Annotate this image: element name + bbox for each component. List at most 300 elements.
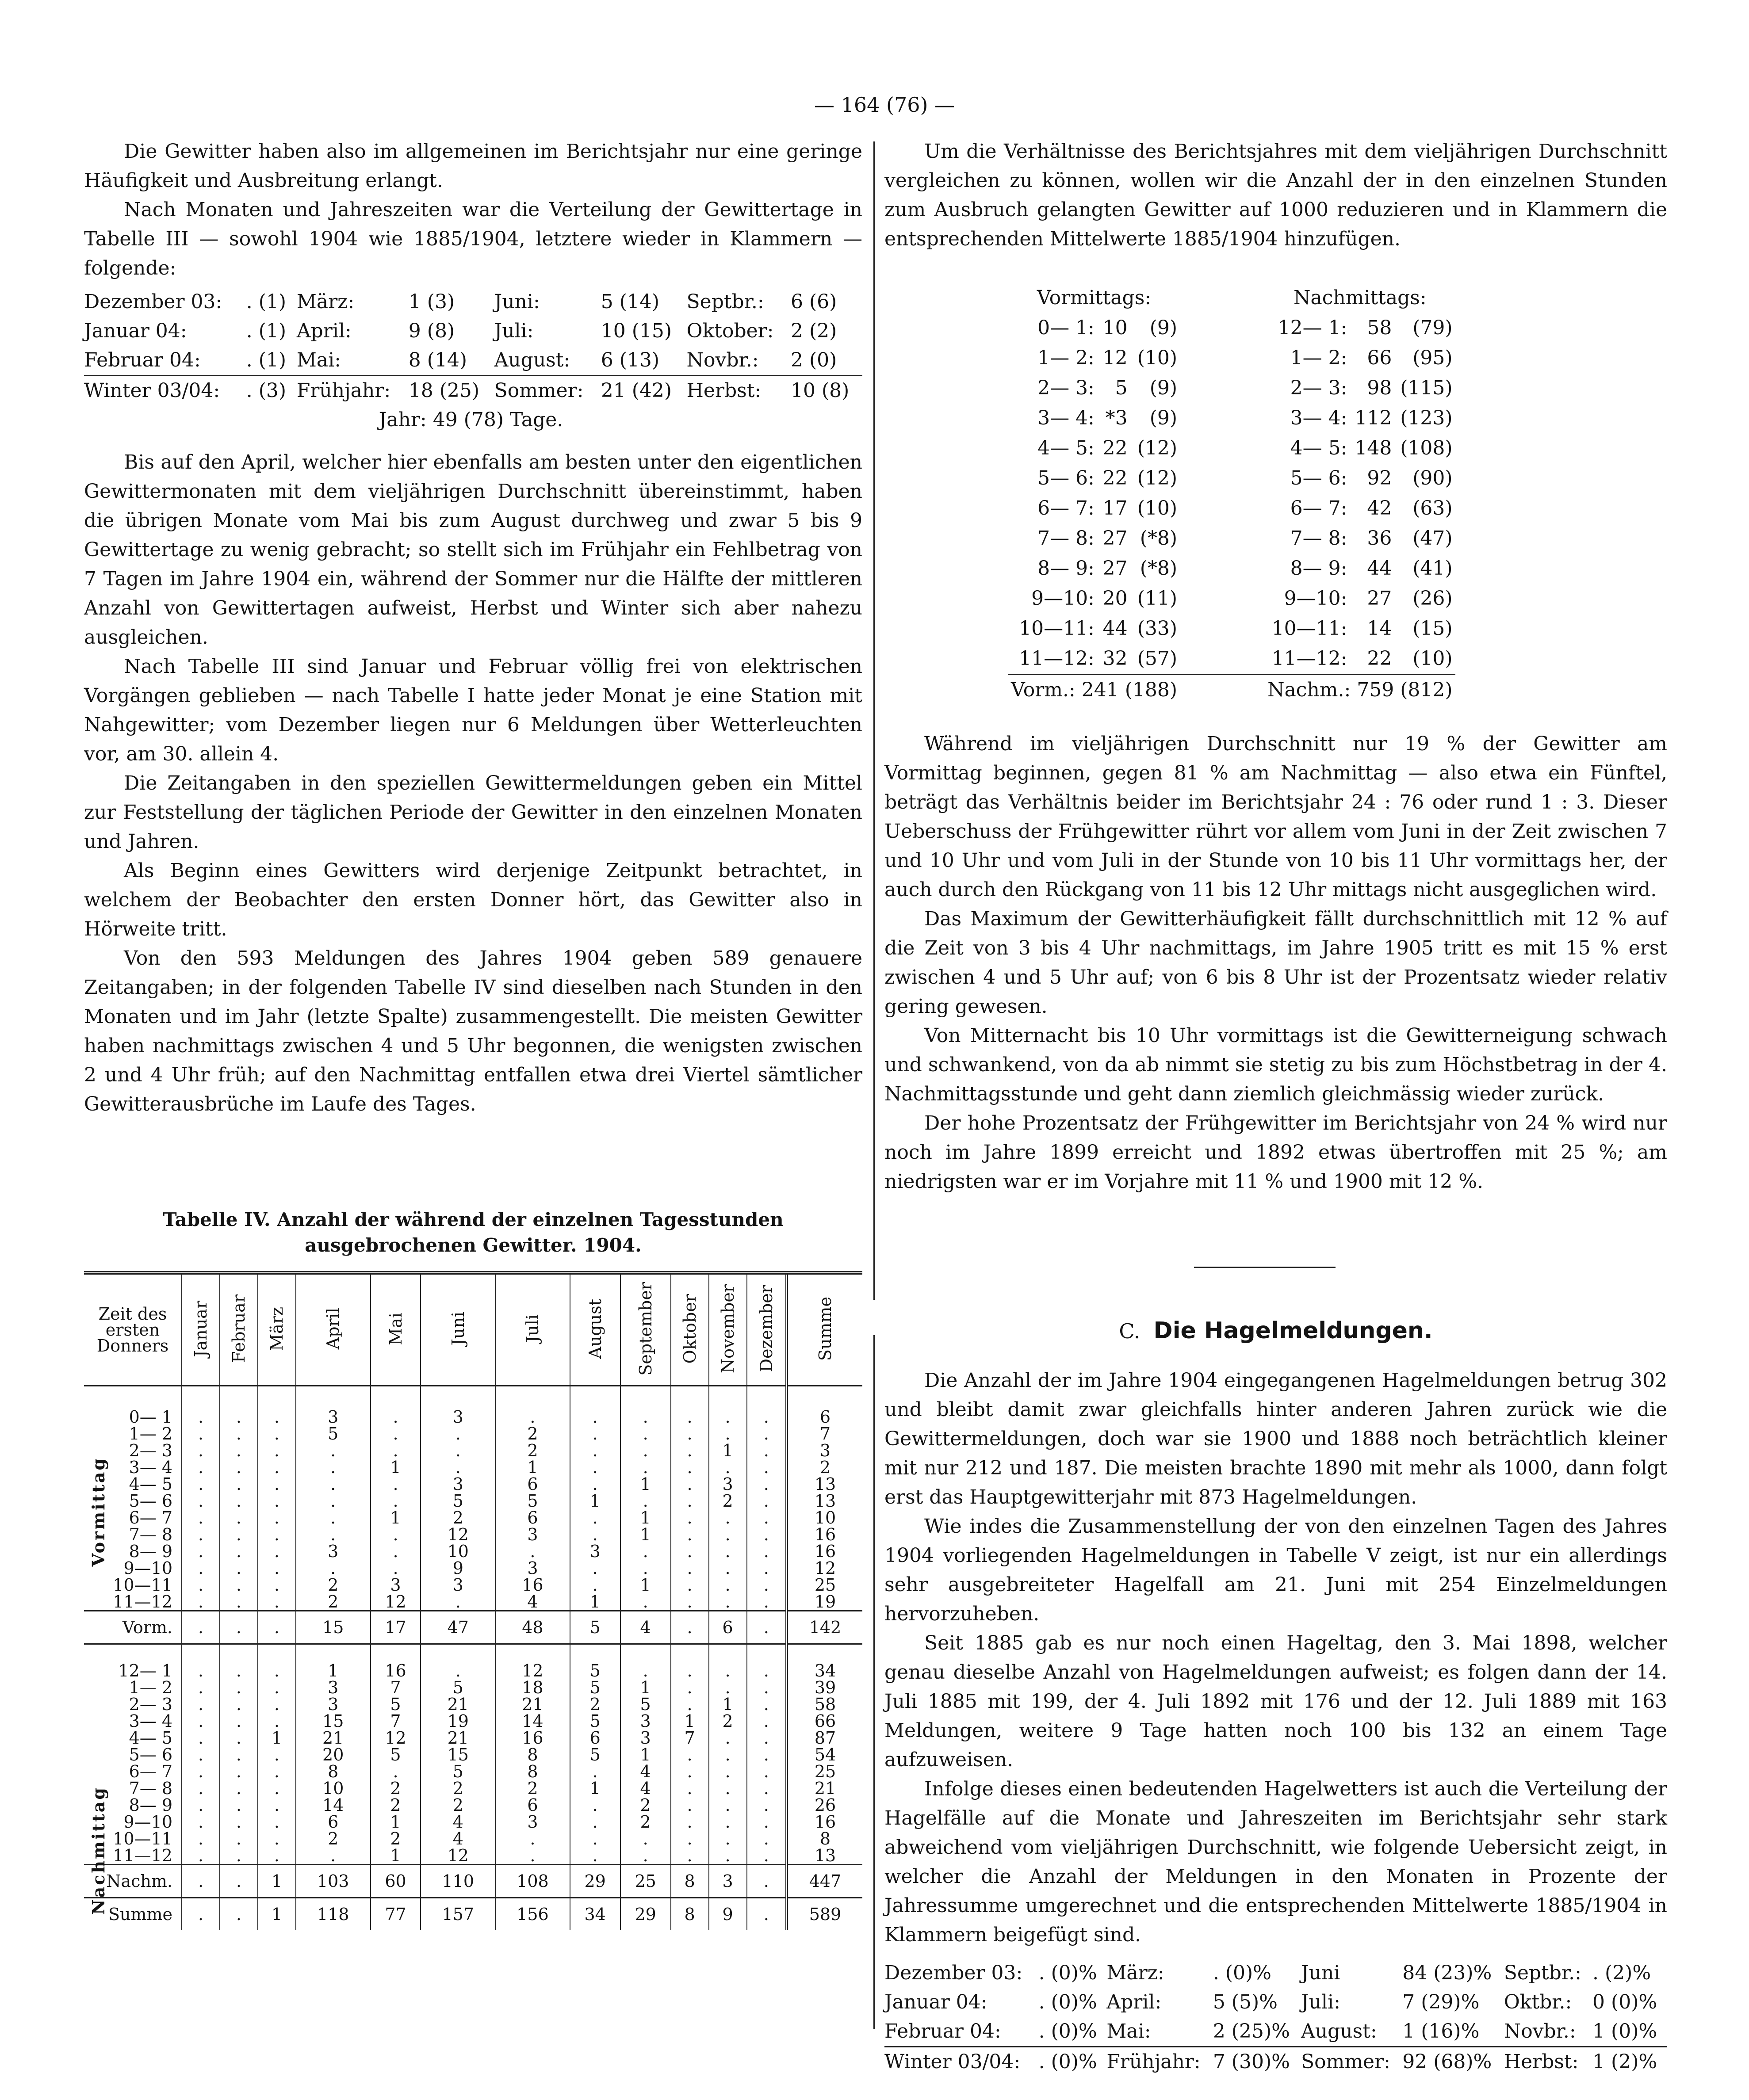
table-cell: 34 bbox=[570, 1898, 620, 1931]
table-cell: 3 bbox=[709, 1476, 747, 1493]
table-cell: 1 bbox=[620, 1679, 671, 1696]
table-cell: 2 (0) bbox=[791, 349, 837, 371]
table-row bbox=[84, 1780, 862, 1797]
month-header bbox=[620, 1273, 671, 1386]
table-cell: . bbox=[709, 1543, 747, 1560]
table-cell: 8— 9: bbox=[1290, 557, 1347, 580]
group-label-nachmittag: Nachmittag bbox=[88, 1786, 108, 1915]
table-cell: 6 bbox=[495, 1476, 570, 1493]
table-cell: (10) bbox=[1412, 647, 1453, 670]
hour-row bbox=[1008, 403, 1455, 433]
table-cell: . bbox=[747, 1830, 787, 1847]
table-cell: 16 bbox=[787, 1526, 862, 1543]
table-cell: . bbox=[258, 1560, 296, 1577]
table-cell: 3— 4 bbox=[129, 1458, 172, 1477]
table-cell: . bbox=[747, 1560, 787, 1577]
table-row bbox=[84, 1386, 862, 1426]
paragraph: Seit 1885 gab es nur noch einen Hageltag, den 3. Mai 1898, welcher genau dieselbe Anzahl von Hagelmeldungen aufweist; es folgen dann der 14. Juli 1885 mit 199, der 4. Juli 1892 mit 176 und der 12. Juli 1889 mit 163 Meldungen, weitere 9 Tage hatten noch 100 bis 132 an einem Tage aufzuweisen. bbox=[884, 1632, 1667, 1771]
table-cell: 6 bbox=[296, 1814, 371, 1830]
month-header-label: Dezember bbox=[756, 1285, 776, 1372]
table-cell: . bbox=[258, 1593, 296, 1611]
table-cell: 25 bbox=[620, 1865, 671, 1898]
table-cell: . bbox=[709, 1425, 747, 1442]
table-cell: 2— 3 bbox=[129, 1441, 172, 1460]
table-cell: . bbox=[258, 1476, 296, 1493]
table-cell: 6— 7: bbox=[1037, 497, 1095, 519]
table-cell: . bbox=[371, 1425, 421, 1442]
table-cell: . bbox=[570, 1386, 620, 1426]
table-cell: . bbox=[258, 1611, 296, 1644]
table-cell: April: bbox=[1106, 1991, 1162, 2013]
table-cell: . bbox=[570, 1763, 620, 1780]
table-cell: 7 (30)% bbox=[1213, 2050, 1290, 2073]
table-cell: 87 bbox=[787, 1730, 862, 1746]
table-row bbox=[84, 1814, 862, 1830]
table-cell: . bbox=[495, 1386, 570, 1426]
table-cell: 5 bbox=[570, 1746, 620, 1763]
table-cell: 20 bbox=[1102, 587, 1128, 610]
table-row bbox=[84, 1847, 862, 1865]
table-cell: 44 bbox=[1367, 557, 1392, 580]
table-cell: . bbox=[709, 1644, 747, 1680]
hagel-row bbox=[884, 1988, 1667, 2017]
table-cell: 26 bbox=[787, 1797, 862, 1814]
month-header bbox=[421, 1273, 495, 1386]
table-iv bbox=[84, 1271, 862, 1930]
month-header bbox=[747, 1273, 787, 1386]
table-cell: . (0)% bbox=[1038, 1991, 1097, 2013]
table-cell: . bbox=[182, 1593, 220, 1611]
table-cell: . bbox=[182, 1730, 220, 1746]
table-cell: April: bbox=[296, 320, 352, 342]
table-cell: 39 bbox=[787, 1679, 862, 1696]
table-cell: 5 bbox=[570, 1679, 620, 1696]
table-cell: 103 bbox=[296, 1865, 371, 1898]
table-cell: . bbox=[220, 1713, 258, 1730]
table-cell: 3 bbox=[495, 1526, 570, 1543]
table-row bbox=[84, 1493, 862, 1509]
table-cell: 19 bbox=[787, 1593, 862, 1611]
table-cell: 7 bbox=[371, 1679, 421, 1696]
table-cell: . bbox=[709, 1509, 747, 1526]
table-cell: . bbox=[671, 1830, 709, 1847]
section-rule bbox=[1194, 1267, 1336, 1268]
table-cell: . bbox=[671, 1679, 709, 1696]
table-cell: . bbox=[747, 1577, 787, 1593]
table-cell: . bbox=[220, 1696, 258, 1713]
time-header: Zeit des ersten Donners bbox=[96, 1304, 169, 1355]
table-cell: . bbox=[421, 1459, 495, 1476]
hagel-season-row bbox=[884, 2047, 1667, 2077]
table-cell: (9) bbox=[1149, 317, 1178, 339]
table-cell: 1— 2: bbox=[1037, 347, 1095, 369]
table-cell: Juni: bbox=[494, 290, 540, 313]
table-cell: . bbox=[747, 1730, 787, 1746]
vorm-header: Vormittags: bbox=[1037, 286, 1152, 309]
table-cell: 5 bbox=[371, 1746, 421, 1763]
column-divider bbox=[873, 141, 875, 1300]
month-header-label: Summe bbox=[815, 1296, 835, 1361]
table-cell: 11—12 bbox=[113, 1846, 172, 1865]
table-cell: (90) bbox=[1412, 467, 1453, 489]
hour-row bbox=[1008, 523, 1455, 554]
paragraph: Die Gewitter haben also im allgemeinen im Berichtsjahr nur eine geringe Häufigkeit und Ausbreitung erlangt. bbox=[84, 140, 862, 192]
table-cell: 10 bbox=[787, 1509, 862, 1526]
table-row bbox=[84, 1713, 862, 1730]
table-cell: . bbox=[709, 1679, 747, 1696]
table-cell: 10 (15) bbox=[601, 320, 672, 342]
table-cell: 8 bbox=[671, 1898, 709, 1931]
table-cell: . bbox=[570, 1476, 620, 1493]
table-cell: . (1) bbox=[246, 320, 287, 342]
table-cell: . (0)% bbox=[1038, 2050, 1097, 2073]
table-cell: 8— 9: bbox=[1037, 557, 1095, 580]
table-cell: 16 bbox=[371, 1644, 421, 1680]
table-cell: 142 bbox=[787, 1611, 862, 1644]
table-cell: 1 bbox=[620, 1577, 671, 1593]
table-cell: . bbox=[620, 1442, 671, 1459]
table-cell: 1 bbox=[620, 1476, 671, 1493]
table-cell: 16 bbox=[495, 1577, 570, 1593]
table-row bbox=[84, 1425, 862, 1442]
month-header bbox=[495, 1273, 570, 1386]
table-row bbox=[84, 1577, 862, 1593]
table-cell: 1 bbox=[709, 1696, 747, 1713]
table-cell: 6 bbox=[570, 1730, 620, 1746]
nachm-header: Nachmittags: bbox=[1293, 286, 1427, 309]
table-cell: . bbox=[371, 1526, 421, 1543]
table-cell: . bbox=[671, 1763, 709, 1780]
table-cell: 58 bbox=[1367, 317, 1392, 339]
table-cell: . bbox=[182, 1425, 220, 1442]
table-cell: (95) bbox=[1412, 347, 1453, 369]
table-cell: Oktbr.: bbox=[1504, 1991, 1572, 2013]
table-cell: 4 bbox=[421, 1830, 495, 1847]
table-cell: 10 bbox=[1102, 317, 1128, 339]
table-cell: Novbr.: bbox=[1504, 2020, 1576, 2043]
table-cell: 2 (25)% bbox=[1213, 2020, 1290, 2043]
table-cell: Mai: bbox=[296, 349, 341, 371]
table-cell: 1 bbox=[371, 1509, 421, 1526]
table-cell: 1 bbox=[570, 1593, 620, 1611]
table-cell: 17 bbox=[1102, 497, 1128, 519]
table-cell: 66 bbox=[787, 1713, 862, 1730]
table-cell: . bbox=[220, 1611, 258, 1644]
table-cell: (79) bbox=[1412, 317, 1453, 339]
table-cell: 21 bbox=[421, 1730, 495, 1746]
table-row bbox=[84, 1797, 862, 1814]
table-cell: . bbox=[296, 1442, 371, 1459]
month-header-label: Juni bbox=[448, 1312, 468, 1346]
table-cell: . bbox=[709, 1847, 747, 1865]
table-cell: August: bbox=[1301, 2020, 1377, 2043]
month-header-label: August bbox=[585, 1298, 605, 1359]
table-cell: 2— 3: bbox=[1290, 377, 1347, 399]
table-cell: 5 (14) bbox=[601, 290, 660, 313]
table-cell: . bbox=[421, 1442, 495, 1459]
table-cell: . bbox=[220, 1847, 258, 1865]
table-cell: 1 bbox=[258, 1730, 296, 1746]
table-cell: 48 bbox=[495, 1611, 570, 1644]
table-cell: . bbox=[220, 1763, 258, 1780]
table-cell: 6 bbox=[787, 1386, 862, 1426]
table-cell: . bbox=[709, 1763, 747, 1780]
table-cell: . (3) bbox=[246, 379, 287, 402]
table-cell: 2 bbox=[371, 1780, 421, 1797]
table-cell: Juli: bbox=[494, 320, 534, 342]
table-cell: . bbox=[620, 1425, 671, 1442]
month-header bbox=[371, 1273, 421, 1386]
table-cell: 148 bbox=[1355, 437, 1392, 459]
table-cell: 60 bbox=[371, 1865, 421, 1898]
table-cell: . bbox=[296, 1560, 371, 1577]
table-cell: 1 bbox=[570, 1493, 620, 1509]
table-cell: 12 bbox=[371, 1730, 421, 1746]
table-cell: 108 bbox=[495, 1865, 570, 1898]
table-cell: . bbox=[747, 1898, 787, 1931]
table-cell: . bbox=[182, 1577, 220, 1593]
paragraph: Die Zeitangaben in den speziellen Gewittermeldungen geben ein Mittel zur Feststellung der täglichen Periode der Gewitter in den einzelnen Monaten und Jahren. bbox=[84, 772, 862, 853]
table-cell: Juni bbox=[1301, 1962, 1340, 1984]
table-cell: . bbox=[220, 1476, 258, 1493]
table-cell: . bbox=[220, 1865, 258, 1898]
table-cell: Septbr.: bbox=[1504, 1962, 1581, 1984]
table-cell: 15 bbox=[296, 1611, 371, 1644]
table-cell: . bbox=[709, 1459, 747, 1476]
hour-row bbox=[1008, 343, 1455, 373]
table-cell: Januar 04: bbox=[84, 320, 187, 342]
table-cell: . bbox=[671, 1526, 709, 1543]
month-header-label: Februar bbox=[229, 1294, 249, 1363]
table-cell: 8 bbox=[495, 1763, 570, 1780]
table-cell: 6 (6) bbox=[791, 290, 837, 313]
month-header-label: November bbox=[718, 1284, 738, 1374]
table-cell: . bbox=[258, 1577, 296, 1593]
table-cell: 1 (3) bbox=[408, 290, 455, 313]
table-cell: 1 bbox=[296, 1644, 371, 1680]
table-row bbox=[84, 1459, 862, 1476]
table-cell: 15 bbox=[296, 1713, 371, 1730]
table-cell: . bbox=[371, 1476, 421, 1493]
table-cell: 19 bbox=[421, 1713, 495, 1730]
table-cell: 10 bbox=[421, 1543, 495, 1560]
table-cell: . bbox=[296, 1847, 371, 1865]
table-cell: . bbox=[220, 1577, 258, 1593]
table-cell: 9—10 bbox=[123, 1812, 172, 1832]
table-cell: 1 (0)% bbox=[1592, 2020, 1657, 2043]
table-row bbox=[84, 1560, 862, 1577]
table-cell: 7 (29)% bbox=[1402, 1991, 1480, 2013]
paragraph: Nach Monaten und Jahreszeiten war die Verteilung der Gewittertage in Tabelle III — sowohl 1904 wie 1885/1904, letztere wieder in Klammern — folgende: bbox=[84, 199, 862, 279]
table-cell: . bbox=[220, 1526, 258, 1543]
table-cell: 3 bbox=[371, 1577, 421, 1593]
month-row bbox=[84, 317, 862, 346]
table-cell: . bbox=[620, 1459, 671, 1476]
table-cell: 34 bbox=[787, 1644, 862, 1680]
table-cell: . bbox=[220, 1425, 258, 1442]
table-cell: . bbox=[371, 1560, 421, 1577]
table-cell: 1 bbox=[620, 1509, 671, 1526]
table-cell: 3 bbox=[296, 1696, 371, 1713]
table-cell: . bbox=[620, 1493, 671, 1509]
table-cell: . bbox=[671, 1780, 709, 1797]
table-cell: . bbox=[671, 1543, 709, 1560]
table-cell: Juli: bbox=[1301, 1991, 1340, 2013]
table-cell: März: bbox=[296, 290, 355, 313]
table-cell: 2— 3: bbox=[1037, 377, 1095, 399]
table-cell: . bbox=[182, 1830, 220, 1847]
table-cell: 1 bbox=[371, 1459, 421, 1476]
paragraph: Das Maximum der Gewitterhäufigkeit fällt durchschnittlich mit 12 % auf die Zeit von 3 bis 4 Uhr nachmittags, im Jahre 1905 tritt es mit 15 % erst zwischen 4 und 5 Uhr auf; von 6 bis 8 Uhr ist der Prozentsatz wieder relativ gering gewesen. bbox=[884, 908, 1667, 1018]
table-cell: . bbox=[182, 1509, 220, 1526]
table-cell: 8 bbox=[671, 1865, 709, 1898]
spacer bbox=[1180, 523, 1265, 554]
table-cell: 8 (14) bbox=[408, 349, 467, 371]
hour-row bbox=[1008, 433, 1455, 463]
table-cell: . bbox=[747, 1386, 787, 1426]
table-cell: . bbox=[620, 1593, 671, 1611]
table-cell: . bbox=[709, 1797, 747, 1814]
table-cell: . bbox=[620, 1560, 671, 1577]
table-cell: . bbox=[182, 1611, 220, 1644]
table-cell: 1— 2 bbox=[129, 1678, 172, 1697]
table-cell: . bbox=[371, 1493, 421, 1509]
month-header-label: September bbox=[635, 1282, 655, 1376]
table-cell: 2 bbox=[296, 1577, 371, 1593]
table-cell: . bbox=[570, 1459, 620, 1476]
month-header-label: Oktober bbox=[680, 1294, 700, 1364]
table-cell: 5 bbox=[1115, 377, 1128, 399]
table-row bbox=[84, 1763, 862, 1780]
table-cell: . bbox=[620, 1830, 671, 1847]
month-header bbox=[296, 1273, 371, 1386]
table-cell: 0— 1: bbox=[1037, 317, 1095, 339]
table-cell: 6 bbox=[495, 1797, 570, 1814]
table-cell: . bbox=[747, 1713, 787, 1730]
table-cell: 13 bbox=[787, 1847, 862, 1865]
table-cell: 12 bbox=[421, 1526, 495, 1543]
table-cell: . bbox=[747, 1644, 787, 1680]
table-cell: (26) bbox=[1412, 587, 1453, 610]
paragraph: Der hohe Prozentsatz der Frühgewitter im Berichtsjahr von 24 % wird nur noch im Jahre 1899 erreicht und 1892 etwas übertroffen mit 25 %; am niedrigsten war er im Vorjahre mit 11 % und 1900 mit 12 %. bbox=[884, 1112, 1667, 1193]
month-header bbox=[787, 1273, 862, 1386]
month-header bbox=[258, 1273, 296, 1386]
table-cell: . bbox=[182, 1746, 220, 1763]
table-cell: . (0)% bbox=[1213, 1962, 1271, 1984]
table-cell: 4 bbox=[620, 1763, 671, 1780]
table-cell: 92 bbox=[1367, 467, 1392, 489]
spacer bbox=[1180, 463, 1265, 493]
table-cell: 8 bbox=[787, 1830, 862, 1847]
table-cell: . bbox=[182, 1898, 220, 1931]
table-cell: 42 bbox=[1367, 497, 1392, 519]
table-cell: (33) bbox=[1137, 617, 1178, 640]
table-cell: . bbox=[671, 1847, 709, 1865]
table-cell: . bbox=[671, 1476, 709, 1493]
table-cell: 0— 1 bbox=[84, 1386, 182, 1426]
table-row bbox=[84, 1696, 862, 1713]
table-cell: . (2)% bbox=[1592, 1962, 1651, 1984]
table-cell: 5 bbox=[421, 1679, 495, 1696]
table-cell: . bbox=[258, 1509, 296, 1526]
table-row bbox=[84, 1611, 862, 1644]
table-cell: . bbox=[258, 1713, 296, 1730]
table-cell: . bbox=[258, 1696, 296, 1713]
table-cell: . bbox=[258, 1847, 296, 1865]
paragraph: Nach Tabelle III sind Januar und Februar völlig frei von elektrischen Vorgängen geblieben — nach Tabelle I hatte jeder Monat je eine Station mit Nahgewitter; vom Dezember liegen nur 6 Meldungen über Wetterleuchten vor, am 30. allein 4. bbox=[84, 655, 862, 765]
table-cell: 8 bbox=[296, 1763, 371, 1780]
spacer bbox=[1180, 403, 1265, 433]
table-cell: . bbox=[421, 1593, 495, 1611]
table-cell: . bbox=[570, 1526, 620, 1543]
table-cell: 9 (8) bbox=[408, 320, 455, 342]
table-cell: (*8) bbox=[1140, 527, 1178, 550]
spacer bbox=[1180, 554, 1265, 584]
table-cell: Mai: bbox=[1106, 2020, 1151, 2043]
table-cell: 18 bbox=[495, 1679, 570, 1696]
table-cell: 2— 3 bbox=[129, 1695, 172, 1714]
table-cell: . bbox=[671, 1696, 709, 1713]
table-cell: 2 bbox=[421, 1797, 495, 1814]
table-cell: (123) bbox=[1400, 407, 1453, 429]
table-cell: 16 bbox=[495, 1730, 570, 1746]
table-cell: . bbox=[182, 1442, 220, 1459]
table-cell: 2 bbox=[296, 1830, 371, 1847]
table-cell: 17 bbox=[371, 1611, 421, 1644]
table-cell: 4 bbox=[620, 1780, 671, 1797]
table-cell: 7 bbox=[371, 1713, 421, 1730]
table-cell: . bbox=[258, 1386, 296, 1426]
table-cell: 22 bbox=[1102, 437, 1128, 459]
table-cell: 3— 4: bbox=[1290, 407, 1347, 429]
table-cell: . bbox=[182, 1459, 220, 1476]
table-cell: 2 bbox=[620, 1797, 671, 1814]
table-cell: . bbox=[570, 1814, 620, 1830]
table-cell: . bbox=[747, 1763, 787, 1780]
table-cell: 5 bbox=[296, 1425, 371, 1442]
table-cell: . bbox=[182, 1493, 220, 1509]
table-cell: 6 bbox=[709, 1611, 747, 1644]
table-cell: 14 bbox=[495, 1713, 570, 1730]
hour-row bbox=[1008, 493, 1455, 523]
table-cell: 3 bbox=[296, 1386, 371, 1426]
table-cell: . bbox=[182, 1865, 220, 1898]
table-cell: . bbox=[709, 1780, 747, 1797]
table-cell: . bbox=[182, 1543, 220, 1560]
table-cell: . bbox=[220, 1814, 258, 1830]
table-cell: . bbox=[258, 1679, 296, 1696]
table-cell: 5 bbox=[421, 1763, 495, 1780]
table-cell: 10—11: bbox=[1019, 617, 1095, 640]
table-cell: 15 bbox=[421, 1746, 495, 1763]
right-column-bottom bbox=[884, 1366, 1667, 2077]
table-cell: 1 bbox=[258, 1865, 296, 1898]
table-cell: 4— 5: bbox=[1037, 437, 1095, 459]
table-cell: 14 bbox=[296, 1797, 371, 1814]
table-cell: 14 bbox=[1367, 617, 1392, 640]
table-cell: 2 bbox=[495, 1780, 570, 1797]
table-cell: 5— 6 bbox=[129, 1491, 172, 1511]
table-cell: 1 bbox=[371, 1847, 421, 1865]
table-cell: 157 bbox=[421, 1898, 495, 1931]
spacer bbox=[1180, 584, 1265, 614]
table-cell: . bbox=[182, 1797, 220, 1814]
table-cell: 98 bbox=[1367, 377, 1392, 399]
table-cell: 44 bbox=[1102, 617, 1128, 640]
table-cell: Winter 03/04: bbox=[884, 2050, 1021, 2073]
table-cell: . bbox=[220, 1898, 258, 1931]
table-cell: . bbox=[182, 1386, 220, 1426]
